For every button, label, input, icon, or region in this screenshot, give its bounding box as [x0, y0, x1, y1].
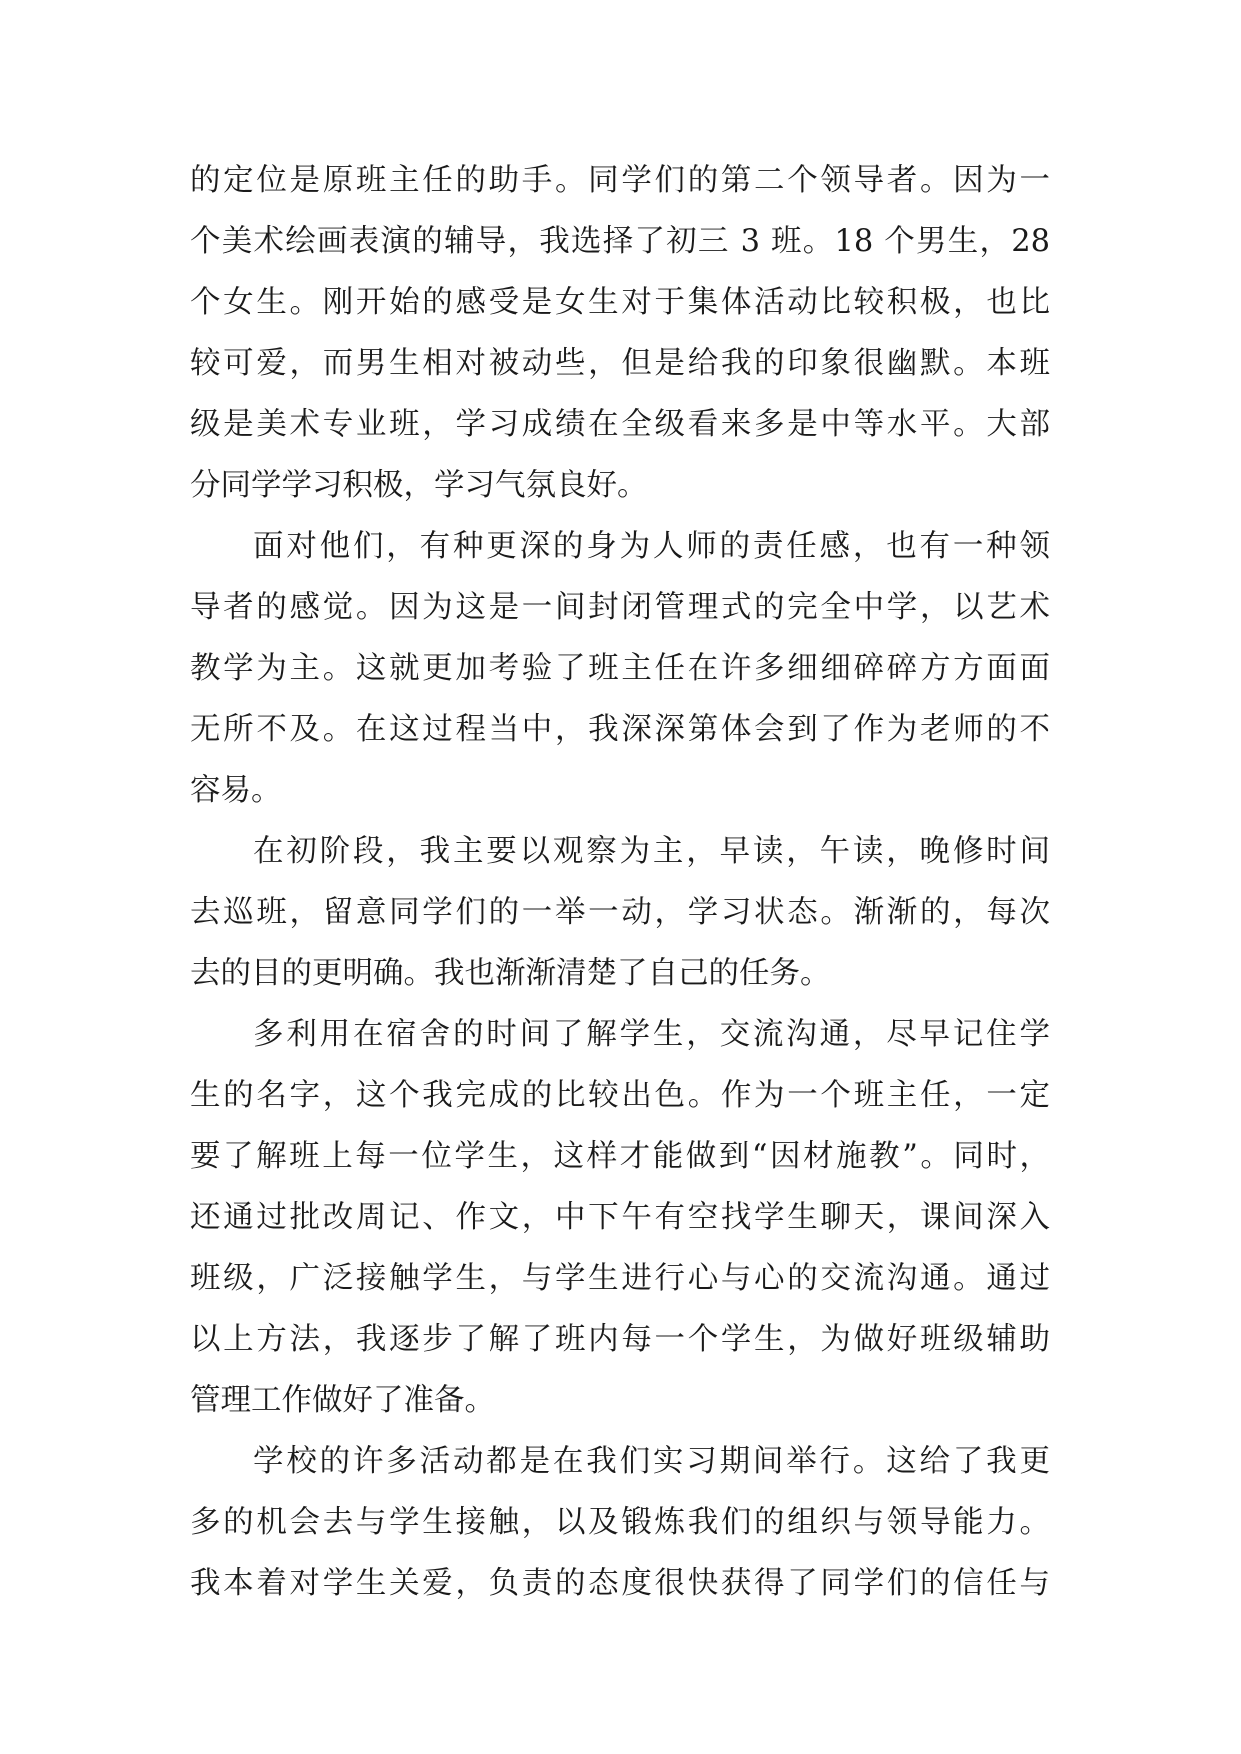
text-line: 级是美术专业班，学习成绩在全级看来多是中等水平。大部	[190, 407, 1050, 442]
text-line: 分同学学习积极，学习气氛良好。	[190, 468, 648, 503]
text-line: 生的名字，这个我完成的比较出色。作为一个班主任，一定	[190, 1078, 1050, 1113]
text-line: 较可爱，而男生相对被动些，但是给我的印象很幽默。本班	[190, 346, 1050, 381]
body-text	[190, 150, 1050, 1614]
text-line: 无所不及。在这过程当中，我深深第体会到了作为老师的不	[190, 712, 1050, 747]
text-line: 还通过批改周记、作文，中下午有空找学生聊天，课间深入	[190, 1200, 1050, 1235]
text-line: 要了解班上每一位学生，这样才能做到“因材施教”。同时，	[190, 1139, 1050, 1174]
text-line: 多的机会去与学生接触，以及锻炼我们的组织与领导能力。	[190, 1505, 1050, 1540]
text-line: 容易。	[190, 773, 282, 808]
text-line: 我本着对学生关爱，负责的态度很快获得了同学们的信任与	[190, 1566, 1050, 1601]
text-line: 以上方法，我逐步了解了班内每一个学生，为做好班级辅助	[190, 1322, 1050, 1357]
text-line: 面对他们，有种更深的身为人师的责任感，也有一种领	[253, 529, 1050, 564]
text-line: 班级，广泛接触学生，与学生进行心与心的交流沟通。通过	[190, 1261, 1050, 1296]
text-line: 的定位是原班主任的助手。同学们的第二个领导者。因为一	[190, 163, 1050, 198]
text-line: 学校的许多活动都是在我们实习期间举行。这给了我更	[253, 1444, 1050, 1479]
text-line: 去的目的更明确。我也渐渐清楚了自己的任务。	[190, 956, 831, 991]
text-line: 导者的感觉。因为这是一间封闭管理式的完全中学，以艺术	[190, 590, 1050, 625]
text-line: 在初阶段，我主要以观察为主，早读，午读，晚修时间	[253, 834, 1050, 869]
text-line: 个女生。刚开始的感受是女生对于集体活动比较积极，也比	[190, 285, 1050, 320]
text-line: 个美术绘画表演的辅导，我选择了初三 3 班。18 个男生，28	[190, 224, 1050, 259]
text-line: 教学为主。这就更加考验了班主任在许多细细碎碎方方面面	[190, 651, 1050, 686]
text-line: 管理工作做好了准备。	[190, 1383, 495, 1418]
text-line: 去巡班，留意同学们的一举一动，学习状态。渐渐的，每次	[190, 895, 1050, 930]
text-line: 多利用在宿舍的时间了解学生，交流沟通，尽早记住学	[253, 1017, 1050, 1052]
